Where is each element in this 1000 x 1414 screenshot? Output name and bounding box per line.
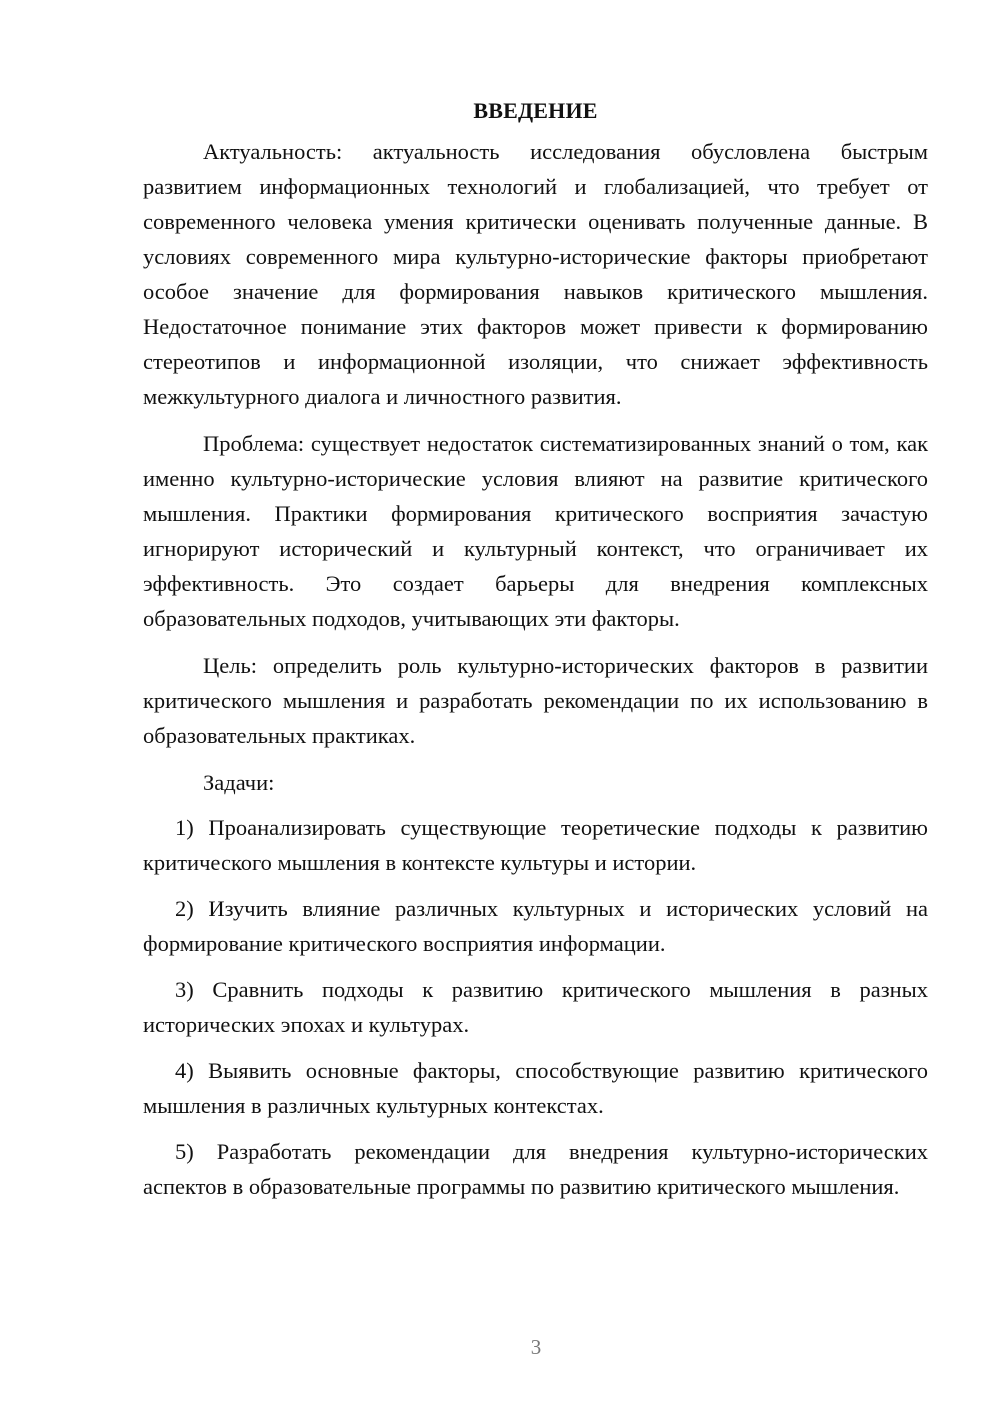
task-list <box>143 810 928 1204</box>
paragraph-goal: Цель: определить роль культурно-исторических факторов в развитии критического мышления и разработать рекомендации по их использованию в образовательных практиках. <box>143 653 928 748</box>
page-number: 3 <box>530 1335 542 1359</box>
task-item-1: 1) Проанализировать существующие теоретические подходы к развитию критического мышления в контексте культуры и истории. <box>143 815 928 875</box>
paragraph-problem: Проблема: существует недостаток систематизированных знаний о том, как именно культурно-исторические условия влияют на развитие критического мышления. Практики формирования критического восприятия зачастую игнорируют исторический и культурный контекст, что ограничивает их эффективность. Это создает барьеры для внедрения комплексных образовательных подходов, учитывающих эти факторы. <box>143 431 928 631</box>
page-content <box>143 96 928 1204</box>
section-heading: ВВЕДЕНИЕ <box>473 98 598 123</box>
paragraph-relevance: Актуальность: актуальность исследования обусловлена быстрым развитием информационных технологий и глобализацией, что требует от современного человека умения критически оценивать полученные данные. В условиях современного мира культурно-исторические факторы приобретают особое значение для формирования навыков критического мышления. Недостаточное понимание этих факторов может привести к формированию стереотипов и информационной изоляции, что снижает эффективность межкультурного диалога и личностного развития. <box>143 139 928 409</box>
tasks-label: Задачи: <box>203 770 275 795</box>
task-item-5: 5) Разработать рекомендации для внедрения культурно-исторических аспектов в образовательные программы по развитию критического мышления. <box>143 1139 928 1199</box>
task-item-2: 2) Изучить влияние различных культурных и исторических условий на формирование критического восприятия информации. <box>143 896 928 956</box>
task-item-3: 3) Сравнить подходы к развитию критического мышления в разных исторических эпохах и культурах. <box>143 977 928 1037</box>
task-item-4: 4) Выявить основные факторы, способствующие развитию критического мышления в различных культурных контекстах. <box>143 1058 928 1118</box>
